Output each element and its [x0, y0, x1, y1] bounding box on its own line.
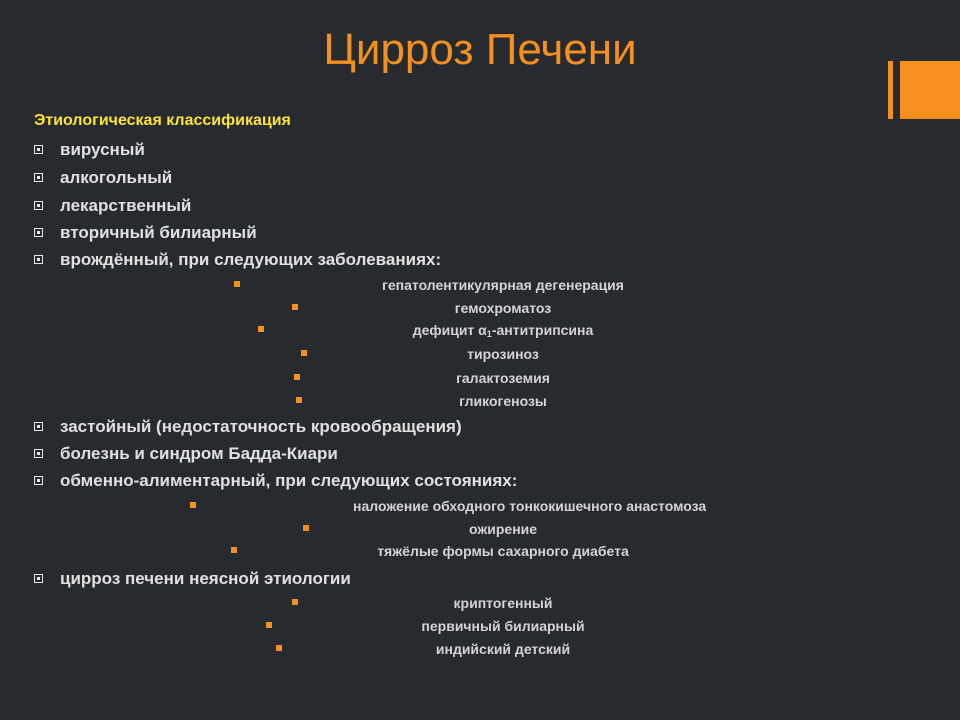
bullet-square-icon [190, 502, 196, 508]
list-item-label: врождённый, при следующих заболеваниях: [60, 250, 442, 269]
list-item-label: цирроз печени неясной этиологии [60, 569, 351, 588]
sub-item-label: первичный билиарный [421, 618, 585, 634]
bullet-square-icon [292, 599, 298, 605]
classification-heading: Этиологическая классификация [34, 112, 291, 129]
sub-item-label: тирозиноз [467, 346, 539, 362]
list-item-label: лекарственный [60, 196, 192, 215]
list-item-label: вирусный [60, 140, 145, 159]
bullet-box-icon [34, 422, 43, 431]
list-item-label: болезнь и синдром Бадда-Киари [60, 444, 338, 463]
sub-item-label: гепатолентикулярная дегенерация [382, 277, 624, 293]
bullet-box-icon [34, 574, 43, 583]
bullet-square-icon [292, 304, 298, 310]
bullet-box-icon [34, 173, 43, 182]
bullet-box-icon [34, 201, 43, 210]
sub-item-label: индийский детский [435, 641, 571, 657]
sub-item-label: наложение обходного тонкокишечного анастомоза [353, 498, 707, 514]
list-item-label: застойный (недостаточность кровообращения) [60, 417, 462, 436]
list-item-label: вторичный билиарный [60, 223, 257, 242]
sub-item-label: галактоземия [456, 370, 550, 386]
slide-title: Цирроз Печени [323, 25, 637, 74]
bullet-square-icon [294, 374, 300, 380]
bullet-square-icon [266, 622, 272, 628]
bullet-box-icon [34, 145, 43, 154]
bullet-square-icon [258, 326, 264, 332]
bullet-square-icon [303, 525, 309, 531]
bullet-square-icon [301, 350, 307, 356]
list-item-label: обменно-алиментарный, при следующих состояниях: [60, 471, 518, 490]
bullet-square-icon [296, 397, 302, 403]
bullet-box-icon [34, 255, 43, 264]
bullet-box-icon [34, 476, 43, 485]
sub-item-label: гемохроматоз [454, 300, 552, 316]
sub-item-label: тяжёлые формы сахарного диабета [377, 543, 629, 559]
sub-item-label: ожирение [468, 521, 538, 537]
title-accent-block [900, 61, 960, 119]
bullet-square-icon [231, 547, 237, 553]
title-accent-line [888, 61, 893, 119]
list-item-label: алкогольный [60, 168, 173, 187]
bullet-square-icon [276, 645, 282, 651]
sub-item-label: криптогенный [453, 595, 553, 611]
sub-item-label: дефицит $\alpha_1$-антитрипсина [412, 322, 594, 339]
bullet-square-icon [234, 281, 240, 287]
bullet-box-icon [34, 449, 43, 458]
bullet-box-icon [34, 228, 43, 237]
sub-item-label: гликогенозы [459, 393, 547, 409]
